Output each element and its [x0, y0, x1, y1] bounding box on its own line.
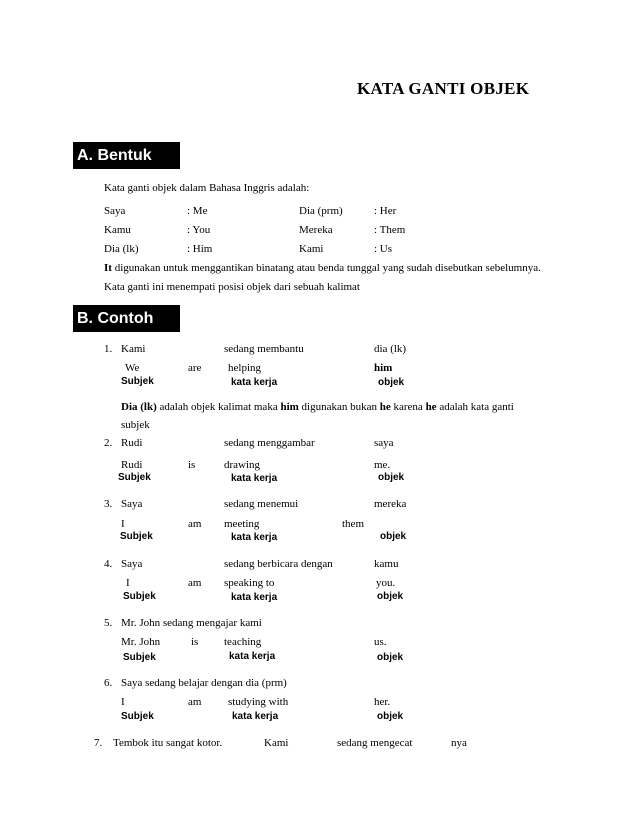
indo-verb: sedang menggambar [224, 437, 315, 449]
explain-text: adalah kata ganti [436, 401, 514, 413]
indo-verb: sedang mengecat [337, 737, 413, 749]
example-number: 1. [104, 343, 113, 355]
indo-verb: sedang membantu [224, 343, 304, 355]
pronoun-cell: : Her [374, 205, 397, 217]
pronoun-cell: : You [187, 224, 211, 236]
eng-subject: I [121, 518, 125, 530]
note-it-bold: It [104, 262, 112, 274]
label-subject: Subjek [121, 711, 154, 722]
eng-object: us. [374, 636, 387, 648]
eng-subject: I [126, 577, 130, 589]
pronoun-cell: : Him [187, 243, 213, 255]
indo-subject: Saya [121, 498, 143, 510]
label-verb: kata kerja [232, 711, 279, 722]
eng-aux: are [188, 362, 202, 374]
indo-subject: Rudi [121, 437, 143, 449]
label-subject: Subjek [121, 376, 154, 387]
example-number: 3. [104, 498, 113, 510]
label-verb: kata kerja [231, 473, 278, 484]
eng-verb: drawing [224, 459, 261, 471]
label-object: objek [380, 531, 407, 542]
indo-verb: sedang menemui [224, 498, 299, 510]
explanation [121, 401, 514, 413]
eng-subject: Mr. John [121, 636, 161, 648]
example-number: 4. [104, 558, 113, 570]
indo-object: dia (lk) [374, 343, 407, 355]
eng-object: her. [374, 696, 391, 708]
label-subject: Subjek [120, 531, 153, 542]
indo-subject: Kami [264, 737, 289, 749]
eng-aux: is [191, 636, 199, 648]
eng-subject: I [121, 696, 125, 708]
indo-object: nya [451, 737, 467, 749]
label-subject: Subjek [118, 472, 151, 483]
section-a-intro: Kata ganti objek dalam Bahasa Inggris adalah: [104, 182, 310, 194]
label-verb: kata kerja [231, 532, 278, 543]
eng-verb: meeting [224, 518, 260, 530]
indo-sentence: Tembok itu sangat kotor. [113, 737, 223, 749]
eng-subject: Rudi [121, 459, 143, 471]
indo-object: kamu [374, 558, 399, 570]
label-subject: Subjek [123, 652, 156, 663]
explain-bold: he [379, 401, 391, 413]
explain-text: digunakan bukan [298, 401, 380, 413]
eng-aux: am [188, 518, 202, 530]
explain-bold: he [425, 401, 437, 413]
pronoun-cell: Dia (prm) [299, 205, 343, 217]
eng-aux: am [188, 577, 202, 589]
pronoun-cell: : Me [187, 205, 208, 217]
indo-verb: sedang berbicara dengan [224, 558, 333, 570]
example-number: 7. [94, 737, 103, 749]
section-a-heading: A. Bentuk [73, 142, 180, 169]
pronoun-cell: Mereka [299, 224, 333, 236]
label-object: objek [377, 591, 404, 602]
eng-verb: studying with [228, 696, 289, 708]
label-object: objek [378, 377, 405, 388]
note-position: Kata ganti ini menempati posisi objek dari sebuah kalimat [104, 281, 360, 293]
note-it-text: digunakan untuk menggantikan binatang atau benda tunggal yang sudah disebutkan sebelumnya. [111, 262, 541, 274]
example-number: 5. [104, 617, 113, 629]
indo-object: saya [374, 437, 394, 449]
explain-bold: him [280, 401, 299, 413]
explanation-line2: subjek [121, 419, 150, 431]
label-object: objek [377, 652, 404, 663]
label-object: objek [377, 711, 404, 722]
indo-subject: Kami [121, 343, 146, 355]
eng-subject: We [125, 362, 140, 374]
pronoun-cell: Saya [104, 205, 126, 217]
explain-text: karena [390, 401, 426, 413]
label-subject: Subjek [123, 591, 156, 602]
pronoun-cell: : Them [374, 224, 406, 236]
explain-bold: Dia (lk) [121, 401, 157, 413]
eng-aux: am [188, 696, 202, 708]
label-verb: kata kerja [231, 592, 278, 603]
eng-object: you. [376, 577, 396, 589]
pronoun-cell: Kami [299, 243, 324, 255]
pronoun-cell: : Us [374, 243, 393, 255]
note-it [104, 262, 541, 274]
indo-sentence: Mr. John sedang mengajar kami [121, 617, 262, 629]
eng-object: him [374, 362, 393, 374]
eng-object: me. [374, 459, 391, 471]
label-object: objek [378, 472, 405, 483]
indo-subject: Saya [121, 558, 143, 570]
page-title: KATA GANTI OBJEK [357, 79, 530, 98]
eng-aux: is [188, 459, 196, 471]
eng-object: them [342, 518, 364, 530]
pronoun-cell: Kamu [104, 224, 131, 236]
pronoun-cell: Dia (lk) [104, 243, 139, 255]
example-number: 2. [104, 437, 113, 449]
eng-verb: teaching [224, 636, 262, 648]
explain-text: adalah objek kalimat maka [156, 401, 281, 413]
indo-object: mereka [374, 498, 407, 510]
label-verb: kata kerja [229, 651, 276, 662]
label-verb: kata kerja [231, 377, 278, 388]
example-number: 6. [104, 677, 113, 689]
eng-verb: helping [228, 362, 261, 374]
section-b-heading: B. Contoh [73, 305, 180, 332]
indo-sentence: Saya sedang belajar dengan dia (prm) [121, 677, 287, 689]
eng-verb: speaking to [224, 577, 275, 589]
